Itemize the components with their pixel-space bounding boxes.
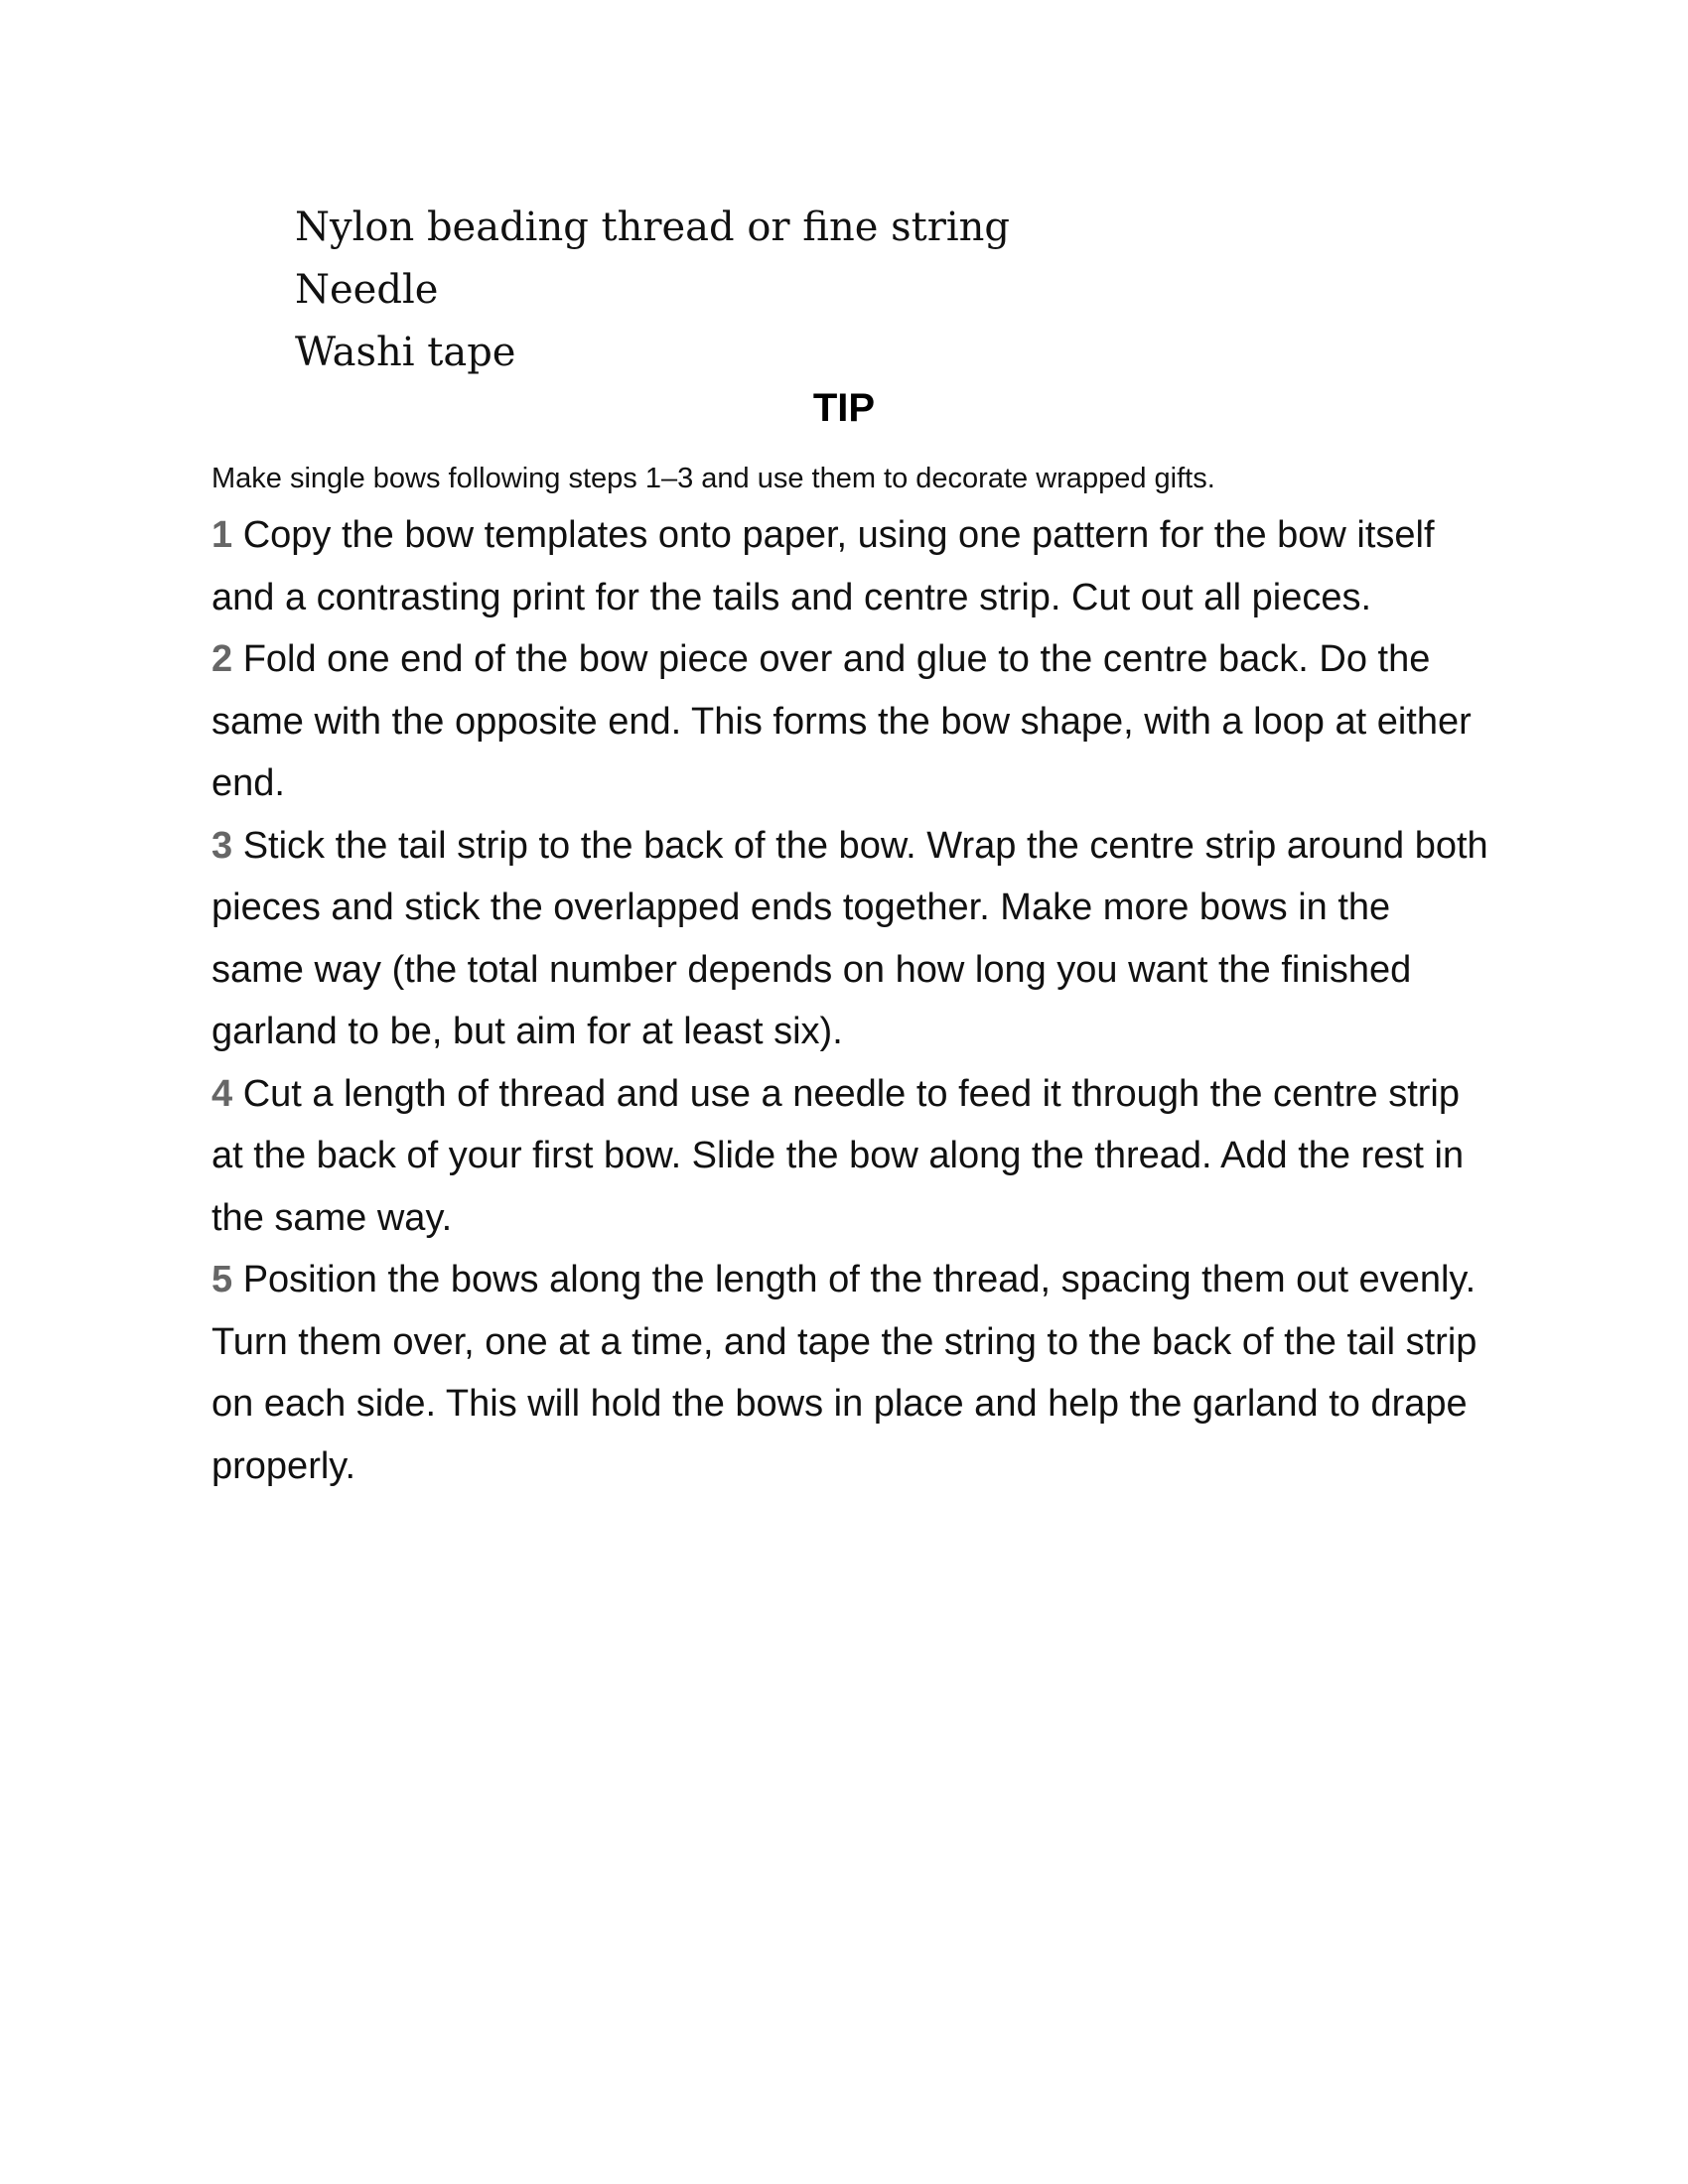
materials-list (295, 197, 1010, 384)
material-item: Washi tape (295, 330, 516, 375)
step-text: Cut a length of thread and use a needle to feed it through the centre strip at the back of your first bow. Slide the bow along the thread. Add the rest in the same way. (211, 1072, 1465, 1239)
step-number: 5 (211, 1259, 233, 1300)
tip-heading: TIP (812, 386, 876, 430)
step-5 (211, 1249, 1492, 1497)
step-number: 4 (211, 1072, 233, 1115)
material-item: Needle (295, 267, 439, 313)
step-text: Copy the bow templates onto paper, using one pattern for the bow itself and a contrasting print for the tails and centre strip. Cut out all pieces. (211, 514, 1435, 618)
step-number: 3 (211, 824, 233, 867)
step-text: Position the bows along the length of the thread, spacing them out evenly. Turn them over, one at a time, and tape the string to the back of the tail strip on each side. This will hold the bows in place and help the garland to drape properly. (211, 1259, 1477, 1487)
material-item: Nylon beading thread or fine string (295, 205, 1010, 250)
steps-list (211, 504, 1492, 1497)
step-2 (211, 628, 1492, 815)
step-1 (211, 504, 1492, 628)
step-3 (211, 815, 1492, 1063)
step-number: 1 (211, 514, 233, 556)
step-text: Fold one end of the bow piece over and glue to the centre back. Do the same with the opposite end. This forms the bow shape, with a loop at either end. (211, 638, 1472, 804)
step-4 (211, 1063, 1492, 1250)
step-text: Stick the tail strip to the back of the bow. Wrap the centre strip around both pieces and stick the overlapped ends together. Make more bows in the same way (the total number depends on how long you want the finished garland to be, but aim for at least six). (211, 824, 1488, 1052)
tip-text: Make single bows following steps 1–3 and use them to decorate wrapped gifts. (211, 463, 1215, 494)
step-number: 2 (211, 638, 233, 680)
